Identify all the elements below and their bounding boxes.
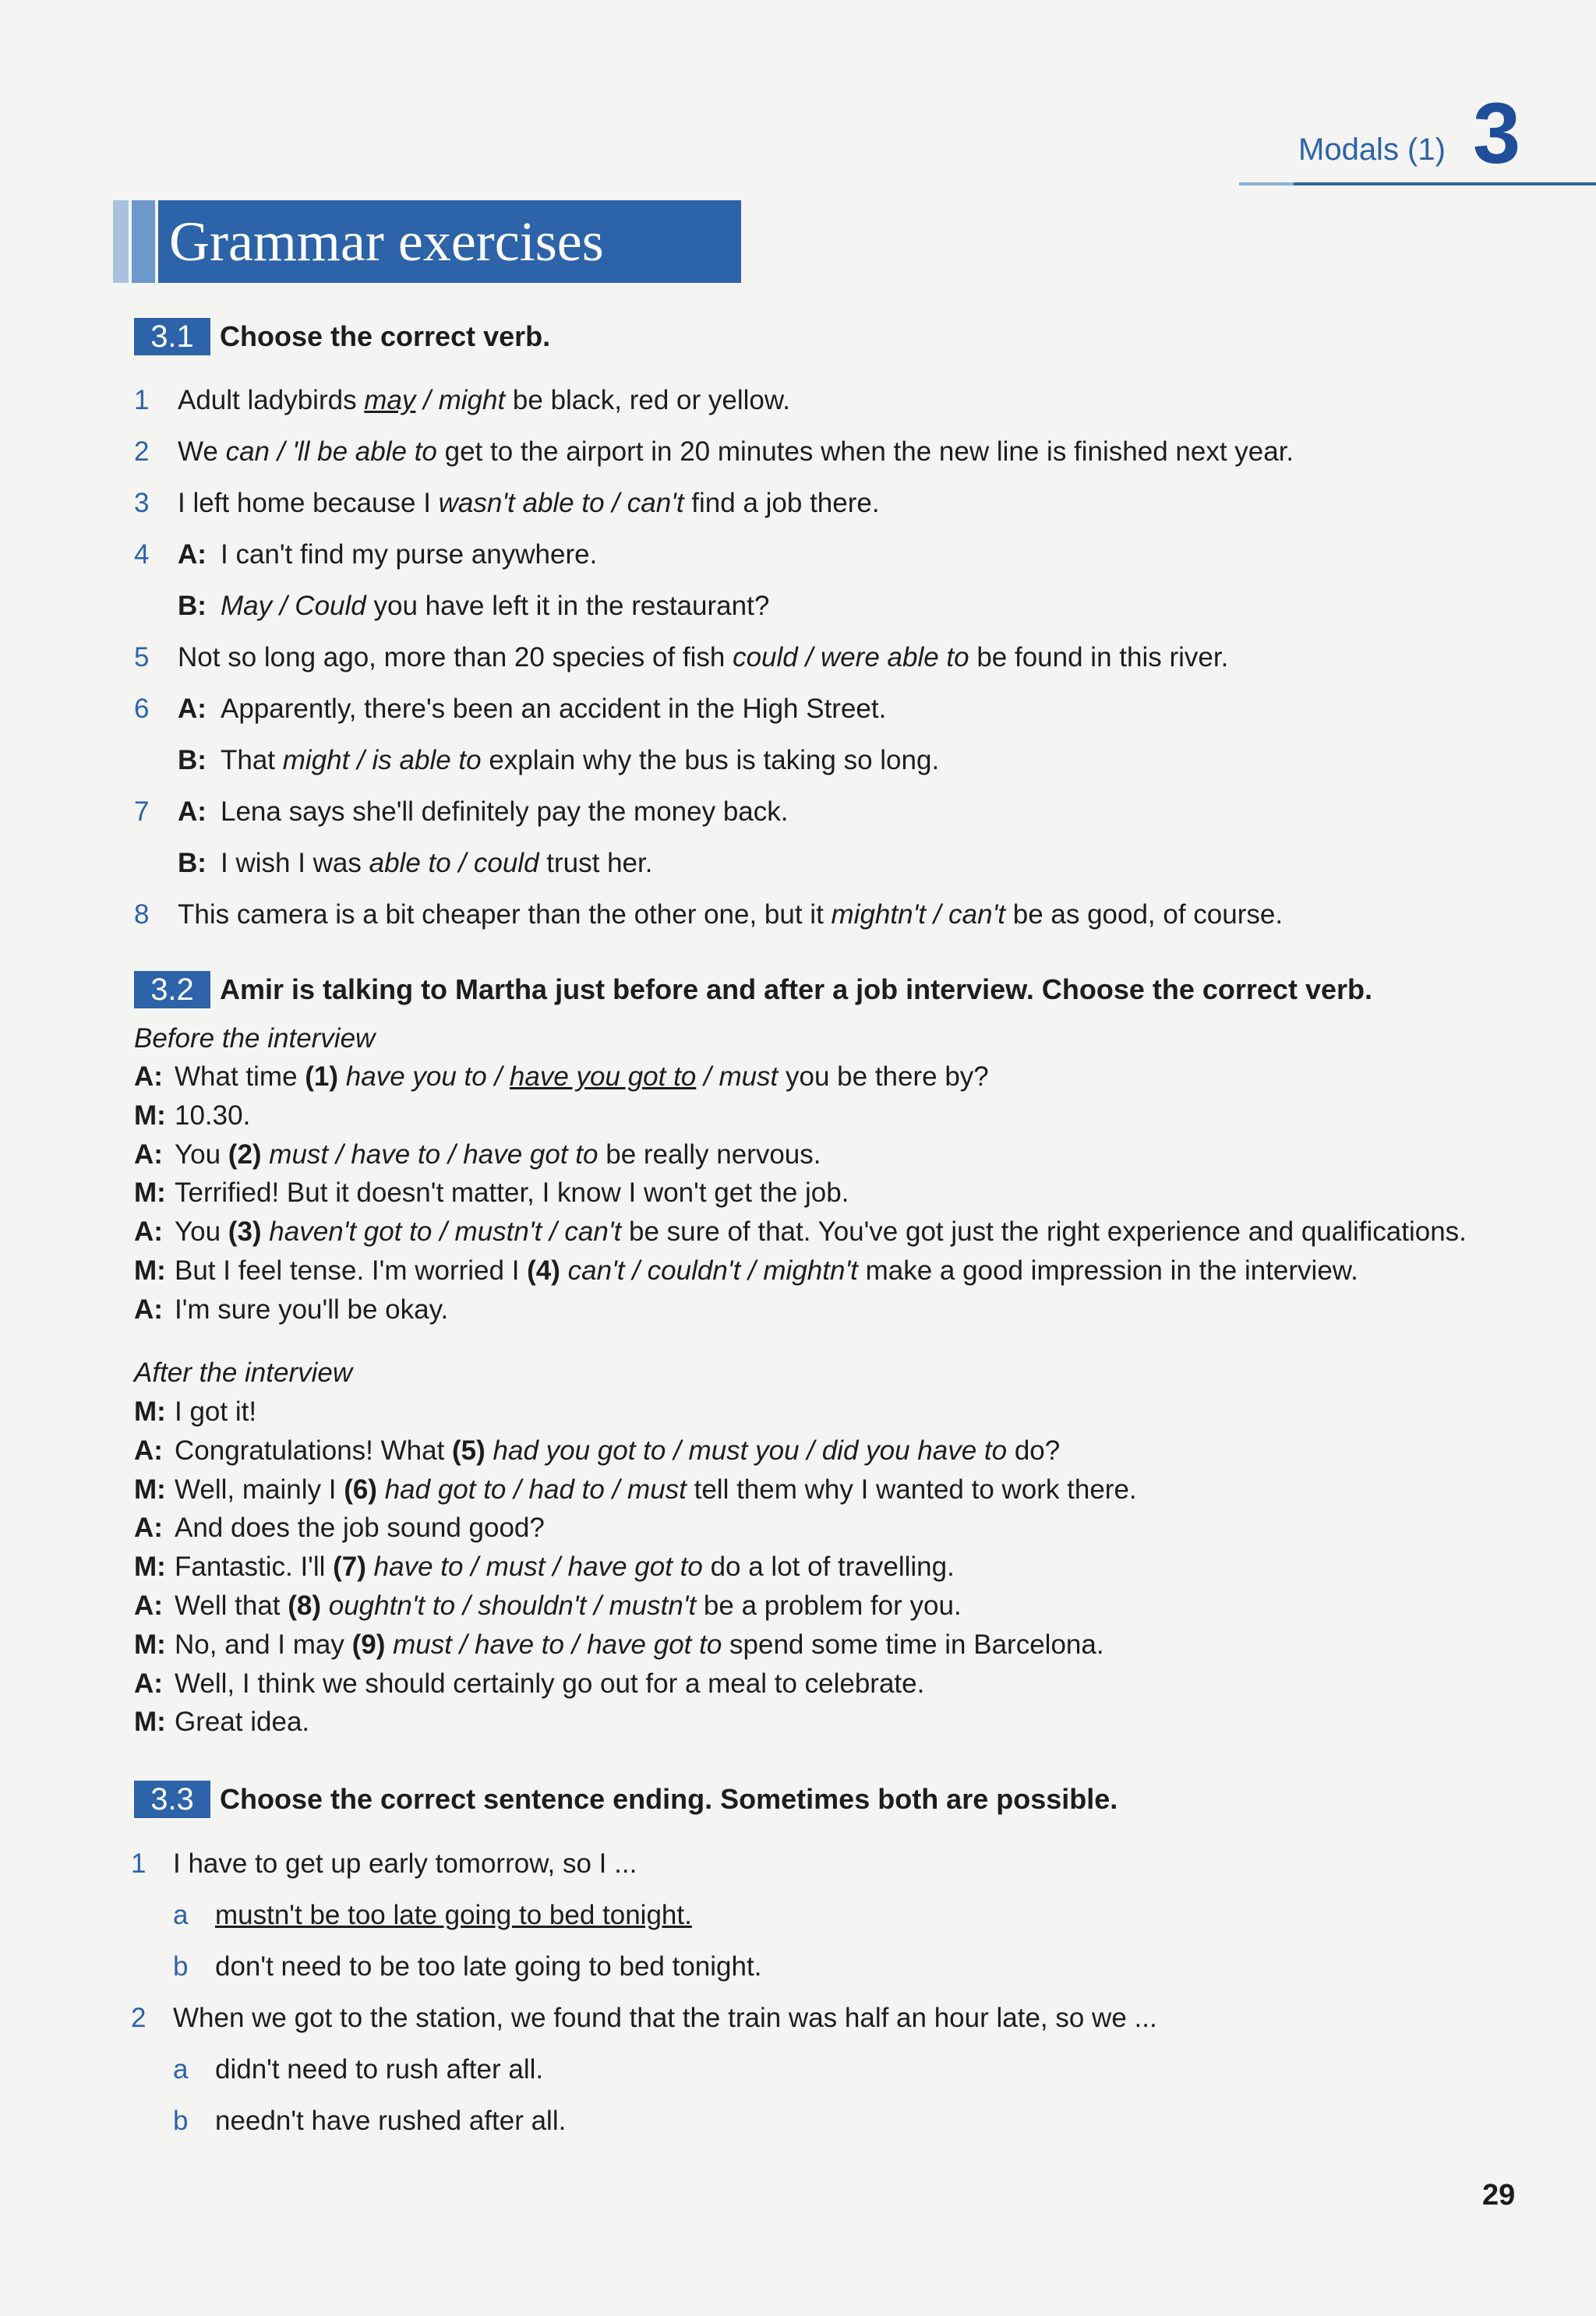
banner-title: Grammar exercises bbox=[158, 200, 741, 283]
dialogue-line: What time (1) have you to / have you got to / must you be there by? bbox=[175, 1061, 989, 1092]
speaker-label: M: bbox=[134, 1629, 166, 1660]
dialogue-line: Terrified! But it doesn't matter, I know I won't get the job. bbox=[175, 1177, 849, 1209]
item-sentence: May / Could you have left it in the restaurant? bbox=[221, 591, 770, 621]
item-number: 2 bbox=[134, 436, 150, 467]
speaker-label: M: bbox=[134, 1552, 166, 1583]
item-number: 8 bbox=[134, 899, 150, 930]
item-number: 3 bbox=[134, 488, 150, 518]
grammar-exercises-banner bbox=[113, 200, 741, 283]
dialogue-line: Fantastic. I'll (7) have to / must / have got to do a lot of travelling. bbox=[175, 1552, 955, 1583]
speaker-label: A: bbox=[134, 1668, 163, 1699]
item-sentence: Apparently, there's been an accident in the High Street. bbox=[221, 694, 887, 724]
option-letter: a bbox=[173, 1900, 189, 1930]
banner-stripe bbox=[132, 200, 155, 283]
speaker-label: M: bbox=[134, 1100, 166, 1131]
item-number: 1 bbox=[134, 385, 150, 415]
header-rule bbox=[1239, 182, 1294, 185]
item-sentence: Lena says she'll definitely pay the money back. bbox=[221, 796, 789, 827]
exercise-3-3-heading bbox=[134, 1781, 1118, 1818]
running-header bbox=[1239, 87, 1596, 185]
page-number: 29 bbox=[1482, 2179, 1516, 2212]
dialogue-line: Congratulations! What (5) had you got to / must you / did you have to do? bbox=[175, 1435, 1061, 1466]
dialogue-line: I got it! bbox=[175, 1396, 257, 1427]
speaker-label: A: bbox=[134, 1435, 163, 1466]
option-text: needn't have rushed after all. bbox=[215, 2106, 567, 2136]
item-sentence: Adult ladybirds may / might be black, red or yellow. bbox=[178, 385, 790, 415]
speaker-label: M: bbox=[134, 1177, 166, 1209]
unit-number: 3 bbox=[1473, 86, 1521, 182]
item-sentence: I can't find my purse anywhere. bbox=[221, 539, 598, 570]
item-number: 1 bbox=[131, 1848, 147, 1879]
item-number: 7 bbox=[134, 796, 150, 827]
option-letter: a bbox=[173, 2054, 189, 2085]
speaker-label: A: bbox=[134, 1294, 163, 1325]
exercise-instruction: Choose the correct verb. bbox=[220, 320, 551, 352]
exercise-number: 3.2 bbox=[134, 971, 210, 1008]
item-number: 6 bbox=[134, 694, 150, 724]
dialogue-line: And does the job sound good? bbox=[175, 1513, 545, 1544]
item-sentence: Not so long ago, more than 20 species of fish could / were able to be found in this river. bbox=[178, 642, 1229, 673]
speaker-label: B: bbox=[178, 745, 207, 775]
item-sentence: When we got to the station, we found that the train was half an hour late, so we ... bbox=[173, 2003, 1157, 2033]
option-text: don't need to be too late going to bed tonight. bbox=[215, 1951, 762, 1982]
item-sentence: I left home because I wasn't able to / can't find a job there. bbox=[178, 488, 880, 518]
speaker-label: M: bbox=[134, 1474, 166, 1505]
speaker-label: M: bbox=[134, 1255, 166, 1286]
speaker-label: A: bbox=[178, 694, 207, 724]
option-letter: b bbox=[173, 2106, 189, 2136]
speaker-label: B: bbox=[178, 591, 207, 621]
dialogue-line: Well that (8) oughtn't to / shouldn't / mustn't be a problem for you. bbox=[175, 1590, 962, 1621]
dialogue-line: Well, mainly I (6) had got to / had to / must tell them why I wanted to work there. bbox=[175, 1474, 1137, 1505]
dialogue-line: I'm sure you'll be okay. bbox=[175, 1294, 449, 1325]
item-number: 2 bbox=[131, 2003, 147, 2033]
speaker-label: M: bbox=[134, 1396, 166, 1427]
item-number: 4 bbox=[134, 539, 150, 570]
item-sentence: We can / 'll be able to get to the airport in 20 minutes when the new line is finished next year. bbox=[178, 436, 1294, 467]
speaker-label: A: bbox=[134, 1216, 163, 1248]
speaker-label: B: bbox=[178, 848, 207, 878]
item-sentence: This camera is a bit cheaper than the other one, but it mightn't / can't be as good, of course. bbox=[178, 899, 1284, 930]
exercise-instruction: Choose the correct sentence ending. Sometimes both are possible. bbox=[220, 1783, 1118, 1815]
section-title: Modals (1) bbox=[1298, 132, 1446, 167]
dialogue-line: Great idea. bbox=[175, 1707, 310, 1738]
option-text: mustn't be too late going to bed tonight. bbox=[215, 1900, 692, 1930]
exercise-number: 3.3 bbox=[134, 1781, 210, 1818]
speaker-label: A: bbox=[134, 1061, 163, 1092]
banner-stripe bbox=[113, 200, 129, 283]
speaker-label: M: bbox=[134, 1707, 166, 1738]
exercise-3-1-heading bbox=[134, 318, 550, 355]
item-sentence: I wish I was able to / could trust her. bbox=[221, 848, 653, 878]
dialogue-line: No, and I may (9) must / have to / have got to spend some time in Barcelona. bbox=[175, 1629, 1104, 1660]
before-heading: Before the interview bbox=[134, 1023, 376, 1054]
option-text: didn't need to rush after all. bbox=[215, 2054, 544, 2085]
exercise-number: 3.1 bbox=[134, 318, 210, 355]
speaker-label: A: bbox=[178, 539, 207, 570]
dialogue-line: You (3) haven't got to / mustn't / can't be sure of that. You've got just the right experience and qualifications. bbox=[175, 1216, 1467, 1248]
item-number: 5 bbox=[134, 642, 150, 673]
exercise-3-2-heading bbox=[134, 971, 1372, 1008]
dialogue-line: 10.30. bbox=[175, 1100, 251, 1131]
dialogue-line: You (2) must / have to / have got to be really nervous. bbox=[175, 1139, 821, 1170]
after-heading: After the interview bbox=[134, 1357, 353, 1388]
dialogue-line: But I feel tense. I'm worried I (4) can't / couldn't / mightn't make a good impression in the interview. bbox=[175, 1255, 1358, 1286]
item-sentence: That might / is able to explain why the bus is taking so long. bbox=[221, 745, 940, 775]
item-sentence: I have to get up early tomorrow, so I ... bbox=[173, 1848, 637, 1879]
option-letter: b bbox=[173, 1951, 189, 1982]
speaker-label: A: bbox=[134, 1590, 163, 1621]
speaker-label: A: bbox=[134, 1513, 163, 1544]
dialogue-line: Well, I think we should certainly go out for a meal to celebrate. bbox=[175, 1668, 925, 1699]
exercise-instruction: Amir is talking to Martha just before and after a job interview. Choose the correct verb. bbox=[220, 973, 1372, 1005]
speaker-label: A: bbox=[134, 1139, 163, 1170]
speaker-label: A: bbox=[178, 796, 207, 827]
